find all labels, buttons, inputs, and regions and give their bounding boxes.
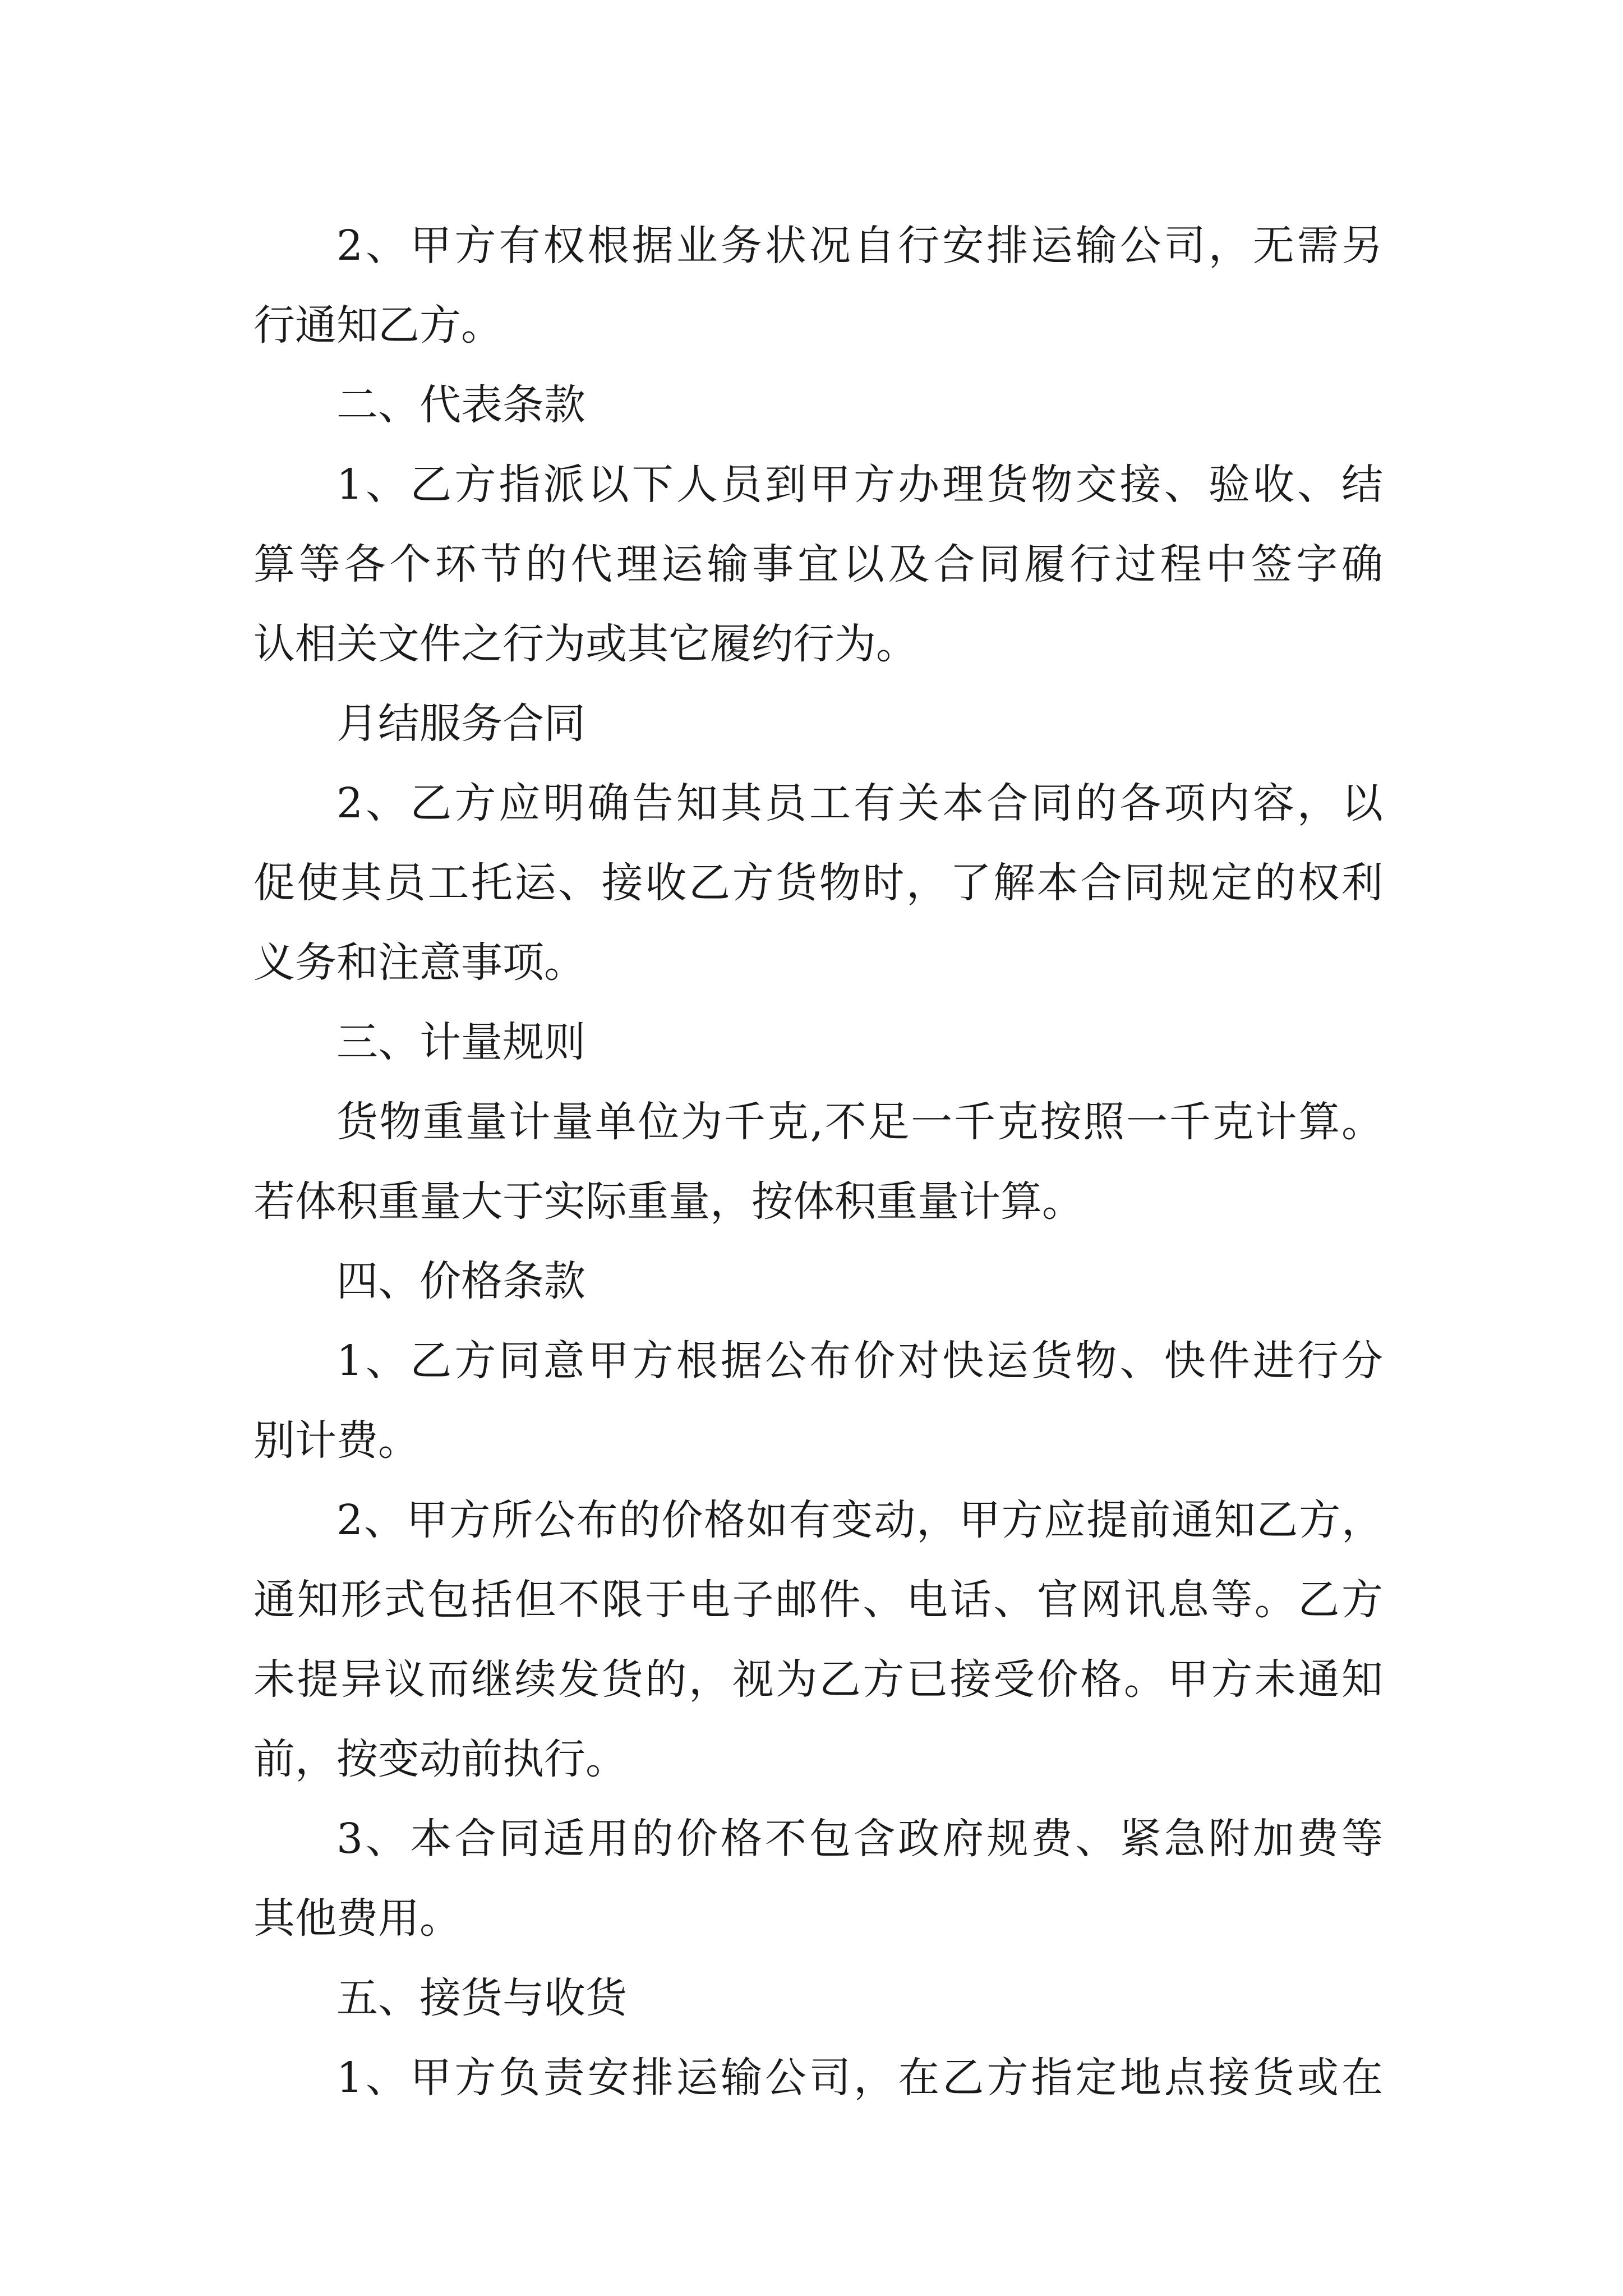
text-line: 2、甲方所公布的价格如有变动，甲方应提前通知乙方， — [336, 1496, 1383, 1544]
text-line: 1、乙方同意甲方根据公布价对快运货物、快件进行分 — [336, 1337, 1383, 1385]
text-line: 算等各个环节的代理运输事宜以及合同履行过程中签字确 — [253, 540, 1383, 588]
text-line: 前，按变动前执行。 — [253, 1735, 627, 1783]
section-heading: 二、代表条款 — [336, 381, 585, 429]
text-line: 2、甲方有权根据业务状况自行安排运输公司，无需另 — [336, 222, 1383, 270]
text-line: 其他费用。 — [253, 1894, 461, 1943]
text-line: 货物重量计量单位为千克,不足一千克按照一千克计算。 — [336, 1098, 1383, 1146]
text-line: 义务和注意事项。 — [253, 938, 585, 987]
section-heading: 月结服务合同 — [336, 700, 585, 748]
text-line: 2、乙方应明确告知其员工有关本合同的各项内容，以 — [336, 779, 1383, 827]
text-line: 通知形式包括但不限于电子邮件、电话、官网讯息等。乙方 — [253, 1576, 1383, 1624]
text-line: 别计费。 — [253, 1416, 419, 1465]
text-line: 认相关文件之行为或其它履约行为。 — [253, 620, 917, 668]
text-line: 未提异议而继续发货的，视为乙方已接受价格。甲方未通知 — [253, 1655, 1383, 1704]
section-heading: 三、计量规则 — [336, 1018, 585, 1066]
text-line: 3、本合同适用的价格不包含政府规费、紧急附加费等 — [336, 1815, 1383, 1863]
text-line: 若体积重量大于实际重量，按体积重量计算。 — [253, 1177, 1083, 1226]
text-line: 1、甲方负责安排运输公司，在乙方指定地点接货或在 — [336, 2054, 1383, 2102]
section-heading: 五、接货与收货 — [336, 1974, 627, 2022]
text-line: 促使其员工托运、接收乙方货物时，了解本合同规定的权利 — [253, 859, 1383, 907]
text-line: 行通知乙方。 — [253, 301, 502, 349]
section-heading: 四、价格条款 — [336, 1257, 585, 1305]
text-line: 1、乙方指派以下人员到甲方办理货物交接、验收、结 — [336, 461, 1383, 509]
